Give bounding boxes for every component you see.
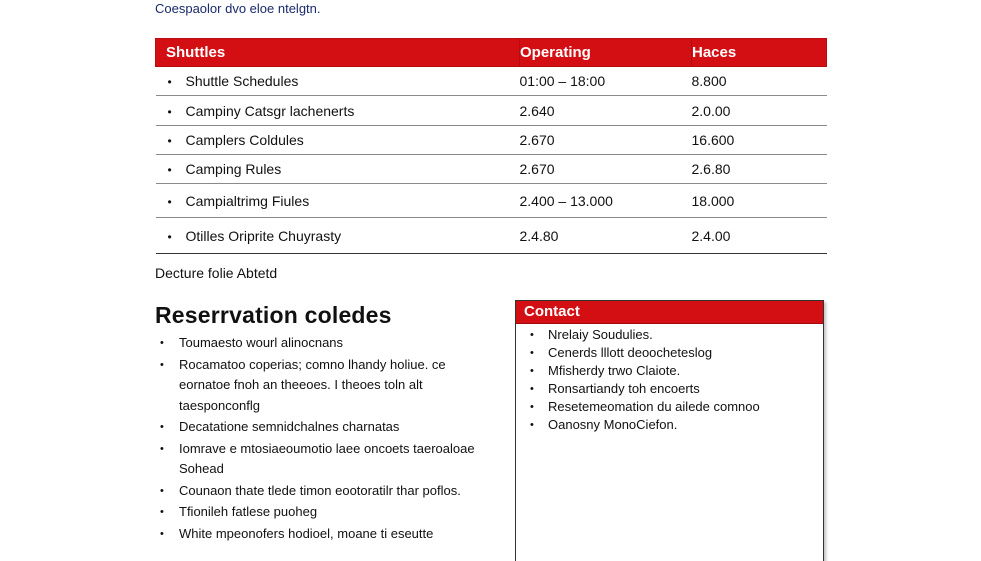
row-haces: 2.0.00 [692,96,827,126]
column-header-operating: Operating [520,39,692,67]
bullet-icon: • [167,75,172,89]
bullet-icon: • [167,229,172,244]
row-operating: 2.4.80 [520,218,692,254]
row-operating: 2.640 [520,96,692,126]
contact-list [516,326,823,434]
bullet-icon: • [160,527,164,540]
bullet-icon: • [160,421,164,433]
column-header-shuttles: Shuttles [156,39,520,67]
bullet-icon: • [160,506,164,518]
bullet-icon: • [530,347,534,359]
table-footnote: Decture folie Abtetd [155,265,278,281]
list-item: • Cenerds lllott deoocheteslog [530,345,713,360]
reservation-heading: Reserrvation coledes [155,302,392,328]
contact-box [515,300,824,561]
bullet-icon: • [530,383,534,395]
bullet-icon: • [167,134,172,148]
bullet-icon: • [160,358,164,371]
row-haces: 2.6.80 [692,155,827,184]
list-item: • Decatatione semnidchalnes charnatas [160,417,490,438]
row-haces: 2.4.00 [692,218,827,254]
row-haces: 8.800 [692,67,827,96]
row-name: Camping Rules [185,161,282,177]
list-item: • Rocamatoo coperias; comno lhandy holiue. ce eornatoe fnoh an theeoes. I theoes toln alt taesponconflg [160,356,446,413]
list-item: • Tfionileh fatlese puoheg [160,502,490,523]
row-operating: 2.670 [520,155,692,184]
bullet-icon: • [530,365,534,377]
row-operating: 2.670 [520,126,692,155]
contact-heading: Contact [516,301,823,324]
list-item: • Toumaesto wourl alinocnans [160,333,490,354]
table-row [156,218,827,254]
table-row [156,96,827,126]
list-item: • Iomrave e mtosiaeoumotio laee oncoets taeroaloae Sohead [160,440,475,476]
row-name: Shuttle Schedules [185,73,299,89]
bullet-icon: • [530,419,534,431]
row-name: Campialtrimg Fiules [185,192,310,209]
row-name: Camplers Coldules [185,132,304,148]
column-header-haces: Haces [692,39,827,67]
table-row [156,155,827,184]
bullet-icon: • [167,104,172,119]
bullet-icon: • [167,194,172,209]
row-name: Campiny Catsgr lachenerts [185,102,355,119]
row-haces: 18.000 [692,184,827,218]
bullet-icon: • [160,337,164,349]
bullet-icon: • [167,163,172,177]
list-item: • Ronsartiandy toh encoerts [530,381,700,396]
row-operating: 2.400 – 13.000 [520,184,692,218]
row-haces: 16.600 [692,126,827,155]
row-name: Otilles Oriprite Chuyrasty [185,227,342,244]
bullet-icon: • [160,442,164,455]
list-item: • White mpeonofers hodioel, moane ti eseutte [160,524,490,545]
table-row [156,184,827,218]
table-row [156,67,827,96]
list-item: • Oanosny MonoCiefon. [530,417,678,432]
intro-text: Coespaolor dvo eloe ntelgtn. [155,1,321,16]
reservation-list [160,333,490,544]
list-item: • Resetemeomation du ailede comnoo [530,399,760,414]
shuttle-schedule-table [155,38,827,254]
bullet-icon: • [530,401,534,413]
list-item: • Nrelaiy Soudulies. [530,327,653,342]
table-row [156,126,827,155]
row-operating: 01:00 – 18:00 [520,67,692,96]
list-item: • Counaon thate tlede timon eootoratilr thar poflos. [160,481,490,502]
table-header-row [156,39,827,67]
bullet-icon: • [160,484,164,497]
bullet-icon: • [530,329,534,341]
list-item: • Mfisherdy trwo Claiote. [530,363,681,378]
